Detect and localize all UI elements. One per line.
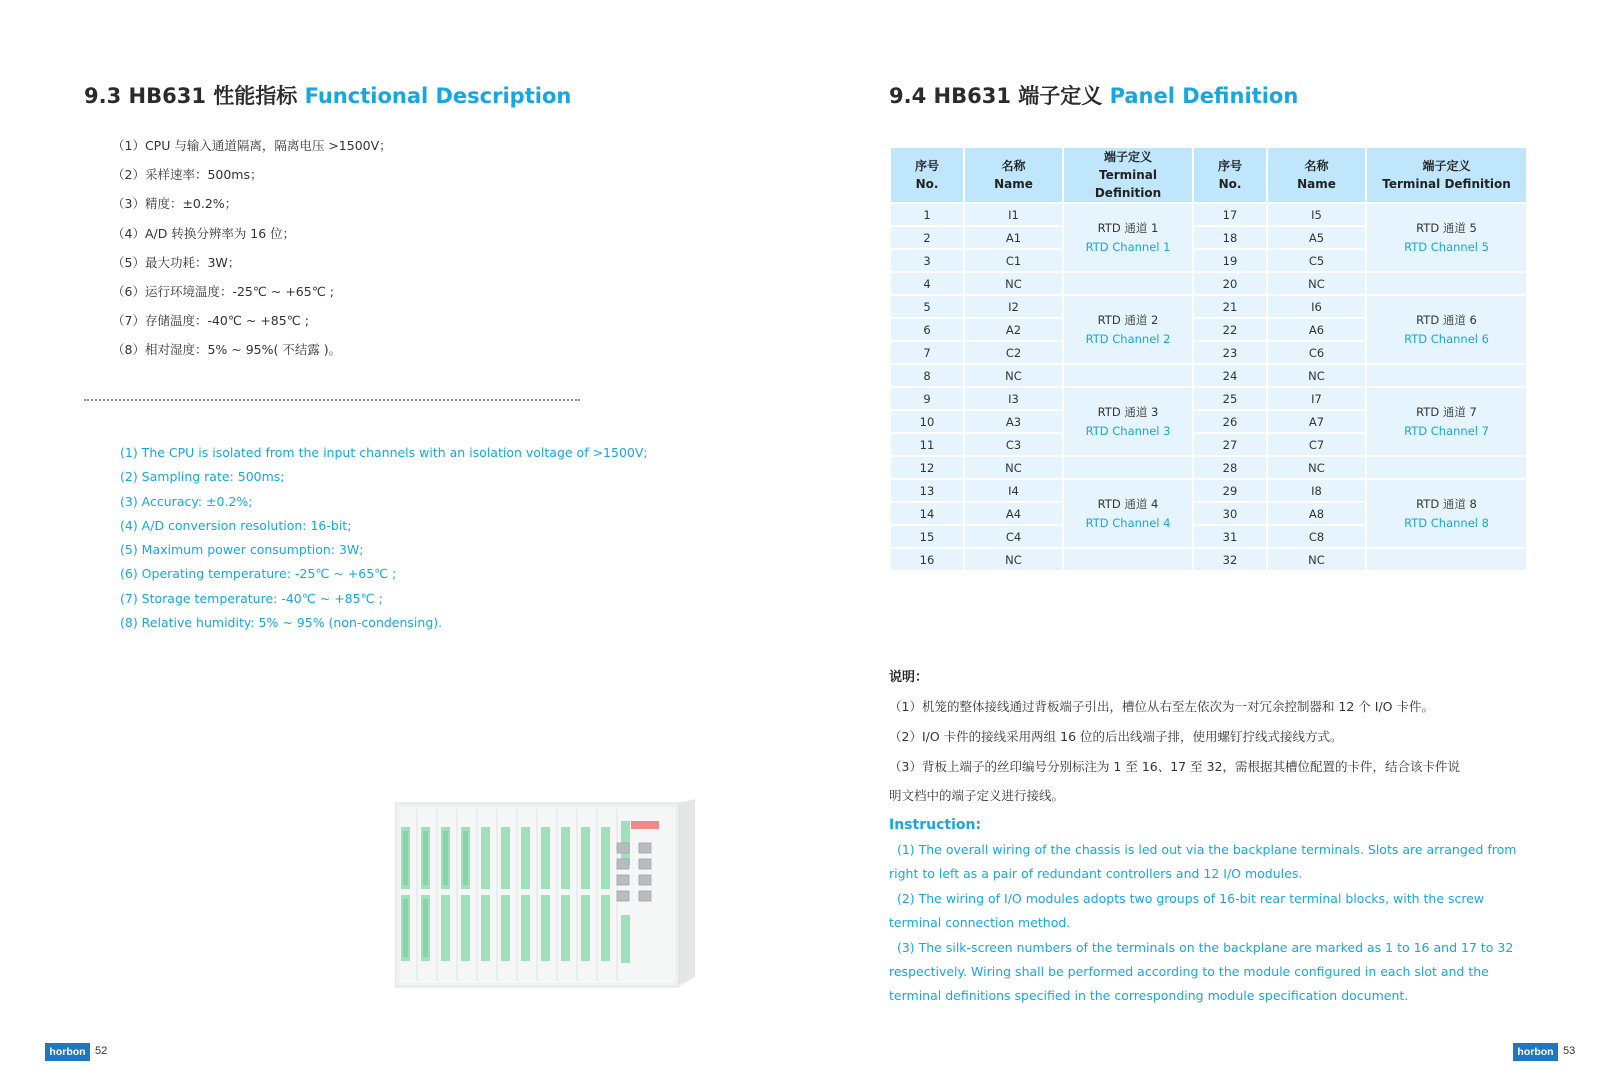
cell-no: 10 [890, 410, 964, 433]
cell-name: I1 [964, 203, 1063, 226]
table-body [890, 203, 1527, 571]
cell-no: 1 [890, 203, 964, 226]
cell-name: NC [1267, 548, 1366, 571]
channel-label-cn: RTD 通道 4 [1097, 496, 1159, 511]
cell-name: I7 [1267, 387, 1366, 410]
cell-name: A1 [964, 226, 1063, 249]
cell-terminal-definition [1366, 387, 1527, 456]
cell-terminal-definition [1063, 479, 1193, 548]
cell-no: 29 [1193, 479, 1267, 502]
note-title: 说明： [889, 670, 929, 685]
channel-label-en: RTD Channel 3 [1085, 423, 1171, 438]
cell-no: 7 [890, 341, 964, 364]
cell-terminal-definition [1366, 295, 1527, 364]
cell-name: C6 [1267, 341, 1366, 364]
cell-name: A6 [1267, 318, 1366, 341]
header-terminal-definition: 端子定义 Terminal Definition [1063, 147, 1193, 203]
cell-name: NC [964, 548, 1063, 571]
table-row [890, 295, 1527, 318]
header-no: 序号 No. [1193, 147, 1267, 203]
cell-terminal-definition-empty [1366, 272, 1527, 295]
instruction-title: Instruction: [889, 817, 982, 833]
cell-no: 2 [890, 226, 964, 249]
channel-label-cn: RTD 通道 6 [1416, 312, 1477, 327]
cell-name: C4 [964, 525, 1063, 548]
section-title-functional-description [84, 80, 571, 110]
spec-item-cn: （1）CPU 与输入通道隔离，隔离电压 >1500V； [112, 138, 392, 153]
channel-label-cn: RTD 通道 8 [1416, 496, 1477, 511]
cell-terminal-definition [1366, 203, 1527, 272]
spec-item-en: (2) Sampling rate: 500ms; [120, 469, 285, 485]
cell-terminal-definition [1063, 387, 1193, 456]
cell-name: A3 [964, 410, 1063, 433]
channel-label-cn: RTD 通道 2 [1097, 312, 1159, 327]
channel-label-en: RTD Channel 1 [1085, 239, 1171, 254]
channel-label-en: RTD Channel 7 [1404, 423, 1489, 438]
cell-no: 30 [1193, 502, 1267, 525]
cell-name: I3 [964, 387, 1063, 410]
cell-name: NC [1267, 272, 1366, 295]
cell-name: NC [1267, 456, 1366, 479]
cell-no: 26 [1193, 410, 1267, 433]
cell-no: 25 [1193, 387, 1267, 410]
cell-name: I5 [1267, 203, 1366, 226]
cell-no: 13 [890, 479, 964, 502]
spec-item-cn: （6）运行环境温度：-25℃ ~ +65℃ ; [112, 283, 334, 299]
section-title-cn: 9.4 HB631 端子定义 [889, 84, 1110, 108]
cell-name: I6 [1267, 295, 1366, 318]
channel-label-cn: RTD 通道 5 [1416, 220, 1477, 235]
header-terminal-definition: 端子定义 Terminal Definition [1366, 147, 1527, 203]
table-row [890, 387, 1527, 410]
channel-label-cn: RTD 通道 3 [1097, 404, 1159, 419]
spec-item-en: (1) The CPU is isolated from the input channels with an isolation voltage of >1500V; [120, 445, 648, 460]
spec-item-cn: （8）相对湿度：5% ~ 95%( 不结露 )。 [112, 342, 342, 358]
cell-no: 18 [1193, 226, 1267, 249]
cell-no: 24 [1193, 364, 1267, 387]
cell-no: 14 [890, 502, 964, 525]
channel-label-cn: RTD 通道 1 [1097, 220, 1159, 235]
spec-item-cn: （2）采样速率：500ms； [112, 167, 263, 183]
cell-no: 15 [890, 525, 964, 548]
cell-name: C3 [964, 433, 1063, 456]
spec-list-en [120, 444, 648, 638]
section-title-en: Panel Definition [1109, 84, 1299, 108]
spec-item-en: (6) Operating temperature: -25℃ ~ +65℃ ; [120, 566, 397, 582]
cell-no: 22 [1193, 318, 1267, 341]
spec-item-cn: （3）精度：±0.2%； [112, 196, 238, 212]
cell-terminal-definition-empty [1063, 456, 1193, 479]
cell-terminal-definition-empty [1366, 548, 1527, 571]
cell-no: 17 [1193, 203, 1267, 226]
cell-no: 12 [890, 456, 964, 479]
header-name: 名称 Name [964, 147, 1063, 203]
notes-en [889, 838, 1517, 1009]
note-line-en: terminal connection method. [889, 915, 1071, 931]
table-row [890, 203, 1527, 226]
note-line-cn: 明文档中的端子定义进行接线。 [889, 788, 1065, 804]
cell-terminal-definition-empty [1366, 364, 1527, 387]
cell-terminal-definition-empty [1063, 548, 1193, 571]
cell-name: C2 [964, 341, 1063, 364]
note-line-en: right to left as a pair of redundant controllers and 12 I/O modules. [889, 866, 1303, 882]
note-line-en: terminal definitions specified in the corresponding module specification document. [889, 988, 1409, 1004]
brand-logo: horbon [45, 1043, 90, 1061]
channel-label-en: RTD Channel 5 [1404, 239, 1489, 254]
cell-no: 21 [1193, 295, 1267, 318]
spec-item-cn: （5）最大功耗：3W； [112, 254, 241, 270]
note-line-cn: （1）机笼的整体接线通过背板端子引出，槽位从右至左依次为一对冗余控制器和 12 个 I/O 卡件。 [889, 699, 1434, 714]
cell-no: 19 [1193, 249, 1267, 272]
cell-terminal-definition-empty [1063, 364, 1193, 387]
cell-no: 23 [1193, 341, 1267, 364]
cell-name: C1 [964, 249, 1063, 272]
cell-terminal-definition [1063, 295, 1193, 364]
channel-label-en: RTD Channel 2 [1085, 331, 1171, 346]
cell-no: 4 [890, 272, 964, 295]
cell-no: 27 [1193, 433, 1267, 456]
cell-name: C7 [1267, 433, 1366, 456]
cell-name: NC [964, 364, 1063, 387]
cell-name: A4 [964, 502, 1063, 525]
spec-list-cn [112, 137, 392, 371]
spec-item-cn: （7）存储温度：-40℃ ~ +85℃ ; [112, 313, 309, 329]
channel-label-en: RTD Channel 6 [1404, 331, 1489, 346]
note-line-cn: （3）背板上端子的丝印编号分别标注为 1 至 16、17 至 32，需根据其槽位配置的卡件，结合该卡件说 [889, 758, 1460, 774]
spec-item-en: (4) A/D conversion resolution: 16-bit; [120, 517, 352, 533]
cell-no: 6 [890, 318, 964, 341]
cell-name: A5 [1267, 226, 1366, 249]
cell-name: NC [964, 456, 1063, 479]
cell-no: 20 [1193, 272, 1267, 295]
cell-no: 31 [1193, 525, 1267, 548]
note-line-en: respectively. Wiring shall be performed according to the module configured in each slot and the [889, 964, 1489, 980]
note-line-cn: （2）I/O 卡件的接线采用两组 16 位的后出线端子排，使用螺钉拧线式接线方式。 [889, 728, 1343, 744]
section-title-panel-definition [889, 80, 1298, 110]
section-title-en: Functional Description [304, 84, 572, 108]
table-row [890, 456, 1527, 479]
channel-label-cn: RTD 通道 7 [1416, 404, 1477, 419]
spec-item-en: (5) Maximum power consumption: 3W; [120, 542, 364, 558]
notes-cn [889, 692, 1509, 811]
note-line-en: (2) The wiring of I/O modules adopts two groups of 16-bit rear terminal blocks, with the screw [889, 890, 1485, 906]
spec-item-en: (8) Relative humidity: 5% ~ 95% (non-condensing). [120, 615, 443, 631]
cell-name: I4 [964, 479, 1063, 502]
cell-name: I8 [1267, 479, 1366, 502]
cell-name: C5 [1267, 249, 1366, 272]
cell-no: 11 [890, 433, 964, 456]
table-row [890, 364, 1527, 387]
cell-name: A7 [1267, 410, 1366, 433]
cell-name: NC [1267, 364, 1366, 387]
chassis-product-image [395, 797, 698, 994]
spec-item-en: (3) Accuracy: ±0.2%; [120, 493, 253, 509]
table-header-row [890, 147, 1527, 203]
dotted-divider [84, 399, 580, 401]
cell-name: I2 [964, 295, 1063, 318]
cell-terminal-definition-empty [1063, 272, 1193, 295]
spec-item-cn: （4）A/D 转换分辨率为 16 位； [112, 225, 296, 241]
cell-name: A2 [964, 318, 1063, 341]
cell-terminal-definition [1063, 203, 1193, 272]
brand-logo: horbon [1513, 1043, 1558, 1061]
note-line-en: (1) The overall wiring of the chassis is led out via the backplane terminals. Slots are arranged from [889, 842, 1517, 857]
spec-item-en: (7) Storage temperature: -40℃ ~ +85℃ ; [120, 590, 383, 606]
cell-name: NC [964, 272, 1063, 295]
note-line-en: (3) The silk-screen numbers of the terminals on the backplane are marked as 1 to 16 and 17 to 32 [889, 939, 1514, 955]
table-row [890, 272, 1527, 295]
page-number: 53 [1563, 1045, 1576, 1057]
cell-no: 28 [1193, 456, 1267, 479]
cell-no: 5 [890, 295, 964, 318]
header-name: 名称 Name [1267, 147, 1366, 203]
terminal-definition-table [889, 146, 1528, 572]
table-row [890, 479, 1527, 502]
cell-no: 32 [1193, 548, 1267, 571]
table-row [890, 548, 1527, 571]
cell-no: 8 [890, 364, 964, 387]
channel-label-en: RTD Channel 4 [1085, 515, 1171, 530]
cell-no: 9 [890, 387, 964, 410]
cell-no: 16 [890, 548, 964, 571]
cell-name: A8 [1267, 502, 1366, 525]
header-no: 序号 No. [890, 147, 964, 203]
page-number: 52 [95, 1045, 108, 1057]
cell-terminal-definition-empty [1366, 456, 1527, 479]
channel-label-en: RTD Channel 8 [1404, 515, 1489, 530]
cell-terminal-definition [1366, 479, 1527, 548]
cell-name: C8 [1267, 525, 1366, 548]
section-title-cn: 9.3 HB631 性能指标 [84, 84, 305, 108]
cell-no: 3 [890, 249, 964, 272]
